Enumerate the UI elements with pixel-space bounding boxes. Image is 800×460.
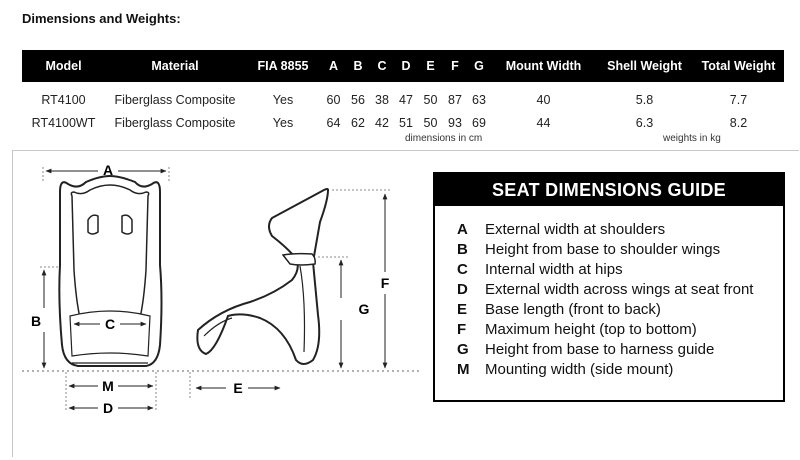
table-cell: 56 — [351, 92, 365, 107]
guide-letter: E — [457, 301, 468, 318]
col-header: C — [377, 59, 387, 73]
table-cell: 8.2 — [729, 115, 748, 130]
table-cell: 50 — [423, 92, 438, 107]
guide-item — [457, 221, 665, 238]
table-cell: 87 — [448, 92, 462, 107]
seat-dimensions-guide — [433, 172, 785, 402]
col-header: FIA 8855 — [257, 59, 309, 73]
col-header: G — [474, 59, 484, 73]
col-header: B — [353, 59, 363, 73]
guide-letter: A — [457, 221, 468, 238]
guide-letter: D — [457, 281, 468, 298]
table-cell: 69 — [472, 115, 486, 130]
label-c: C — [104, 316, 116, 332]
label-a: A — [102, 162, 114, 178]
table-cell: 7.7 — [729, 92, 748, 107]
table-cell: Yes — [272, 115, 294, 130]
guide-item — [457, 241, 720, 258]
guide-text: Base length (front to back) — [485, 301, 661, 318]
col-header: D — [401, 59, 411, 73]
seat-front-view — [59, 176, 161, 366]
table-cell: Yes — [272, 92, 294, 107]
weights-unit-note: weights in kg — [663, 133, 721, 144]
col-header: E — [426, 59, 435, 73]
guide-item — [457, 301, 661, 318]
label-e: E — [233, 380, 243, 396]
guide-letter: M — [457, 361, 470, 378]
label-d: D — [102, 400, 114, 416]
table-cell: 51 — [399, 115, 413, 130]
guide-text: Height from base to shoulder wings — [485, 241, 721, 258]
col-header: Mount Width — [505, 59, 582, 73]
table-cell: 63 — [472, 92, 486, 107]
table-cell: 44 — [536, 115, 551, 130]
col-header: F — [451, 59, 459, 73]
label-b: B — [30, 313, 42, 329]
table-cell: 38 — [375, 92, 389, 107]
guide-text: External width at shoulders — [485, 221, 666, 238]
guide-letter: C — [457, 261, 468, 278]
guide-letter: F — [457, 321, 467, 338]
table-cell: 93 — [448, 115, 462, 130]
table-cell: 42 — [375, 115, 389, 130]
guide-text: Mounting width (side mount) — [485, 361, 674, 378]
col-header: Shell Weight — [607, 59, 682, 73]
guide-item — [457, 261, 623, 278]
guide-item — [457, 361, 673, 378]
col-header: Material — [151, 59, 199, 73]
table-cell: 64 — [326, 115, 341, 130]
guide-item — [457, 281, 753, 298]
col-header: Total Weight — [701, 59, 776, 73]
table-cell: RT4100 — [41, 92, 86, 107]
table-cell: Fiberglass Composite — [114, 92, 236, 107]
guide-letter: B — [457, 241, 468, 258]
label-f: F — [380, 275, 390, 291]
table-cell: 62 — [351, 115, 365, 130]
table-cell: RT4100WT — [31, 115, 96, 130]
dimensions-unit-note: dimensions in cm — [405, 133, 483, 144]
seat-side-view — [197, 189, 328, 364]
guide-item — [457, 321, 697, 338]
guide-text: External width across wings at seat front — [485, 281, 754, 298]
table-cell: 5.8 — [635, 92, 654, 107]
label-m: M — [102, 378, 114, 394]
col-header: Model — [45, 59, 82, 73]
table-cell: 6.3 — [635, 115, 654, 130]
guide-letter: G — [457, 341, 469, 358]
guide-title: SEAT DIMENSIONS GUIDE — [435, 174, 783, 206]
guide-text: Maximum height (top to bottom) — [485, 321, 697, 338]
table-cell: 50 — [423, 115, 438, 130]
table-cell: Fiberglass Composite — [114, 115, 236, 130]
table-cell: 47 — [399, 92, 413, 107]
page-heading: Dimensions and Weights: — [22, 11, 181, 26]
guide-item — [457, 341, 714, 358]
table-cell: 40 — [536, 92, 551, 107]
table-cell: 60 — [326, 92, 341, 107]
label-g: G — [358, 301, 370, 317]
col-header: A — [328, 59, 339, 73]
guide-text: Height from base to harness guide — [485, 341, 715, 358]
guide-text: Internal width at hips — [485, 261, 623, 278]
